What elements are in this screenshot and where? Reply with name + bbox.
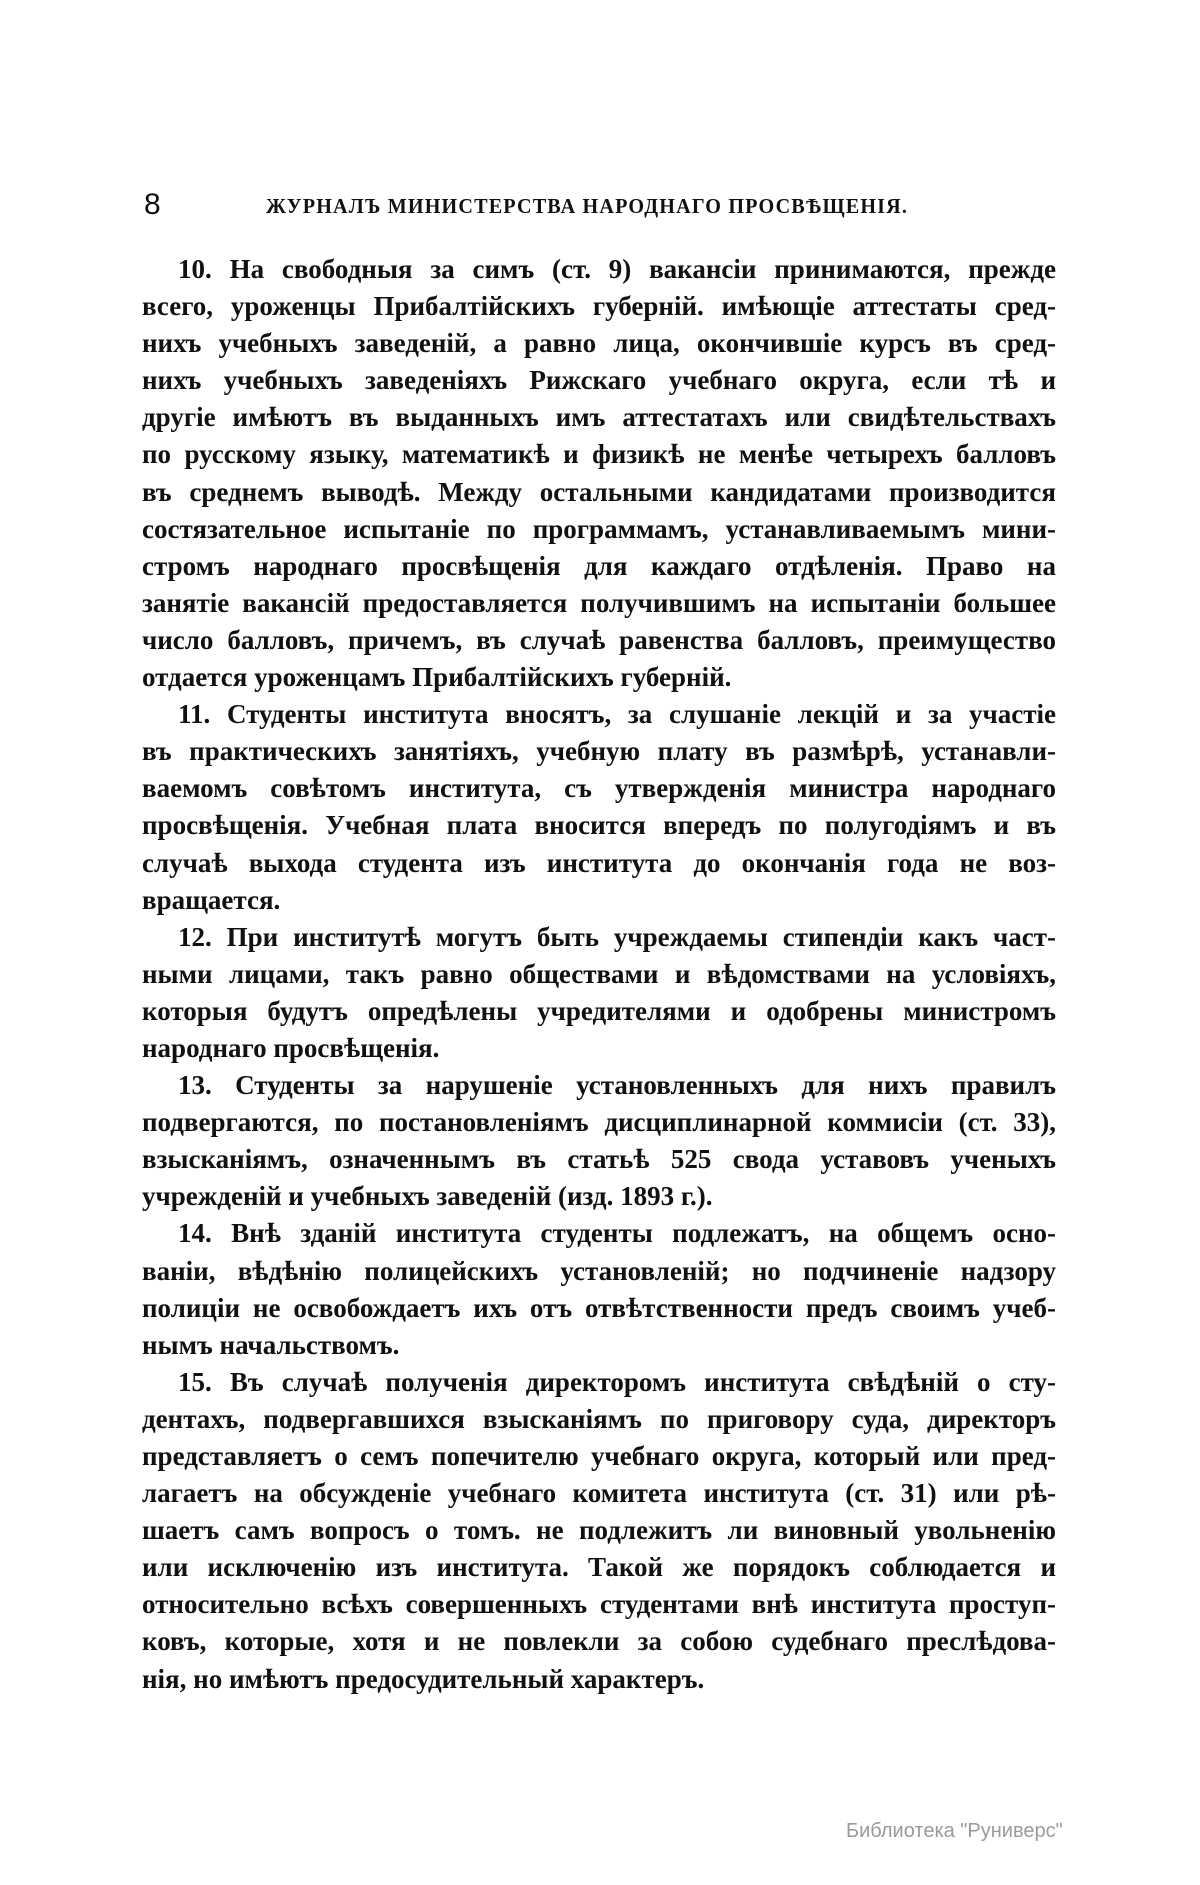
running-title: ЖУРНАЛЪ МИНИСТЕРСТВА НАРОДНАГО ПРОСВѢЩЕНІЯ. [266, 194, 909, 218]
text-line: просвѣщенія. Учебная плата вносится впередъ по полугодіямъ и въ [142, 810, 1056, 841]
text-line: отдается уроженцамъ Прибалтійскихъ губерній. [142, 662, 732, 693]
paragraph [142, 1215, 1056, 1363]
text-line: дентахъ, подвергавшихся взысканіямъ по приговору суда, директоръ [142, 1403, 1056, 1434]
text-line: нымъ начальствомъ. [142, 1329, 400, 1360]
library-watermark: Библиотека "Руниверс" [846, 1820, 1063, 1842]
text-line: въ среднемъ выводѣ. Между остальными кандидатами производится [142, 476, 1056, 507]
text-line: число балловъ, причемъ, въ случаѣ равенства балловъ, преимущество [142, 624, 1056, 655]
text-line: лагаетъ на обсужденіе учебнаго комитета института (ст. 31) или рѣ- [142, 1478, 1056, 1509]
text-line: шаетъ самъ вопросъ о томъ. не подлежитъ ли виновный увольненію [142, 1515, 1056, 1546]
paragraph [142, 1364, 1056, 1698]
text-line: народнаго просвѣщенія. [142, 1032, 440, 1063]
text-line: ковъ, которые, хотя и не повлекли за собою судебнаго преслѣдова- [142, 1626, 1056, 1657]
paragraph [142, 1067, 1056, 1215]
text-line: стромъ народнаго просвѣщенія для каждаго отдѣленія. Право на [142, 550, 1056, 581]
text-line: 11. Студенты института вносятъ, за слушаніе лекцій и за участіе [178, 699, 1056, 730]
text-line: представляетъ о семъ попечителю учебнаго округа, который или пред- [142, 1441, 1056, 1471]
text-line: 10. На свободныя за симъ (ст. 9) вакансіи принимаются, прежде [178, 254, 1056, 284]
text-line: по русскому языку, математикѣ и физикѣ не менѣе четырехъ балловъ [142, 439, 1056, 470]
text-line: 13. Студенты за нарушеніе установленныхъ для нихъ правилъ [178, 1070, 1056, 1101]
text-line: полиціи не освобождаетъ ихъ отъ отвѣтственности предъ своимъ учеб- [142, 1292, 1056, 1323]
text-line: учрежденій и учебныхъ заведеній (изд. 1893 г.). [142, 1181, 713, 1212]
text-line: взысканіямъ, означеннымъ въ статьѣ 525 свода уставовъ ученыхъ [142, 1144, 1056, 1175]
text-line: 14. Внѣ зданій института студенты подлежатъ, на общемъ осно- [178, 1218, 1056, 1249]
text-line: занятіе вакансій предоставляется получившимъ на испытаніи большее [142, 587, 1056, 618]
text-line: ваемомъ совѣтомъ института, съ утвержденія министра народнаго [142, 773, 1056, 804]
page-body [142, 251, 1056, 1698]
paragraph [142, 251, 1056, 696]
text-line: случаѣ выхода студента изъ института до окончанія года не воз- [142, 847, 1056, 878]
paragraph [142, 919, 1056, 1067]
text-line: нихъ учебныхъ заведеній, а равно лица, окончившіе курсъ въ сред- [142, 328, 1056, 359]
text-line: состязательное испытаніе по программамъ, устанавливаемымъ мини- [142, 513, 1056, 544]
text-line: ваніи, вѣдѣнію полицейскихъ установленій; но подчиненіе надзору [142, 1255, 1056, 1286]
page-number: 8 [144, 188, 161, 221]
text-line: вращается. [142, 884, 281, 915]
text-line: 15. Въ случаѣ полученія директоромъ института свѣдѣній о сту- [178, 1366, 1056, 1397]
text-line: всего, уроженцы Прибалтійскихъ губерній. имѣющіе аттестаты сред- [142, 291, 1056, 322]
paragraph [142, 696, 1056, 919]
text-line: ными лицами, такъ равно обществами и вѣдомствами на условіяхъ, [142, 958, 1056, 989]
text-line: другіе имѣютъ въ выданныхъ имъ аттестатахъ или свидѣтельствахъ [142, 402, 1056, 433]
text-line: нихъ учебныхъ заведеніяхъ Рижскаго учебнаго округа, если тѣ и [142, 365, 1056, 396]
text-line: относительно всѣхъ совершенныхъ студентами внѣ института проступ- [142, 1589, 1056, 1620]
running-header [144, 188, 1056, 222]
text-line: или исключенію изъ института. Такой же порядокъ соблюдается и [142, 1552, 1056, 1583]
text-line: подвергаются, по постановленіямъ дисциплинарной коммисіи (ст. 33), [142, 1107, 1056, 1138]
text-line: нія, но имѣютъ предосудительный характеръ. [142, 1663, 705, 1694]
text-line: въ практическихъ занятіяхъ, учебную плату въ размѣрѣ, устанавли- [142, 736, 1056, 767]
text-line: которыя будутъ опредѣлены учредителями и одобрены министромъ [142, 995, 1056, 1026]
text-line: 12. При институтѣ могутъ быть учреждаемы стипендіи какъ част- [178, 921, 1056, 952]
